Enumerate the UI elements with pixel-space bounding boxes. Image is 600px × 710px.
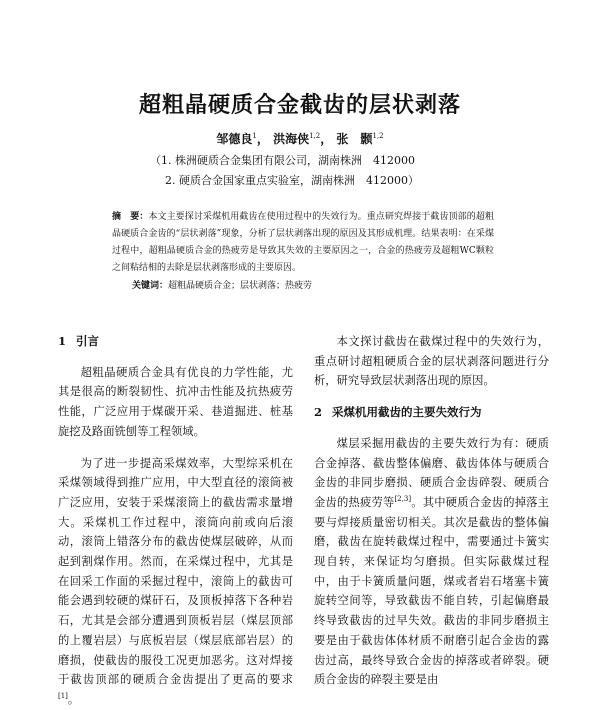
failure-paragraph-1: [314, 434, 549, 690]
intro-paragraph-1: 超粗晶硬质合金具有优良的力学性能，尤其是很高的断裂韧性、抗冲击性能及抗热疲劳性能，广泛应用于煤碳开采、巷道掘进、桩基旋挖及路面铣刨等工程领域。: [58, 365, 293, 438]
affiliation-2: 2. 硬质合金国家重点实验室，湖南株洲 412000）: [165, 174, 419, 187]
section-title: 引言: [76, 334, 100, 348]
abstract: [112, 209, 494, 277]
section-number: 1: [58, 334, 67, 348]
author-line: 邹德良$^1$， 洪海侠$^{1,2}$， 张 颢$^{1,2}$: [216, 132, 384, 146]
affiliation-1: （1. 株洲硬质合金集团有限公司，湖南株洲 412000: [150, 154, 415, 167]
section-number: 2: [314, 405, 323, 420]
author-1: 邹德良: [216, 132, 253, 146]
author-3-affil: 1,2: [372, 132, 384, 140]
failure-paragraph-1-rest: 。其中硬质合金齿的掉落主要与焊接质量密切相关。其次是截齿的整体偏磨，截齿在旋转截煤过程中，需要通过卡簧实现自转，来保证均匀磨损。但实际截煤过程中，由于卡簧质量问题，煤或者岩石堵塞卡簧旋转空间等，导致截齿不能自转，引起偏磨最终导致截齿的过早失效。截齿的非同步磨损主要是由于截齿体体材质不耐磨引起合金齿的露齿过高，最终导致合金齿的掉落或者碎裂。硬质合金齿的碎裂主要是由: [314, 495, 549, 687]
author-2: 洪海侠: [273, 132, 310, 146]
right-column: [314, 332, 549, 690]
section-title: 采煤机用截齿的主要失效行为: [332, 405, 482, 420]
right-paragraph-0: 本文探讨截齿在截煤过程中的失效行为，重点研讨超粗硬质合金的层状剥落问题进行分析，研究导致层状剥落出现的原因。: [314, 335, 549, 388]
keywords: [132, 278, 492, 291]
section-heading-failure-behavior: [314, 403, 549, 423]
citation-ref: [2,3]: [394, 495, 412, 504]
author-2-affil: 1,2: [309, 132, 321, 140]
paper-title: 超粗晶硬质合金截齿的层状剥落: [138, 92, 461, 118]
abstract-label: 摘 要：: [112, 212, 149, 222]
intro-paragraph-2-end: 。: [67, 692, 80, 706]
intro-paragraph-2-text: 为了进一步提高采煤效率，大型综采机在采煤领域得到推广应用，中大型直径的滚筒被广泛应用，安装于采煤滚筒上的截齿需求量增大。采煤机工作过程中，滚筒向前或向后滚动，滚筒上错落分布的截齿使煤层破碎，从而起到割煤作用。然而，在采煤过程中，尤其是在回采工作面的采掘过程中，滚筒上的截齿可能会遇到较硬的煤矸石，及顶板掉落下各种岩石，尤其是会部分遭遇到顶板岩层（煤层顶部的上覆岩层）与底板岩层（煤层底部岩层）的磨损，使截齿的服役工况更加恶劣。这对焊接于截齿顶部的硬质合金齿提出了更高的要求: [58, 456, 293, 687]
failure-paragraph-1-text: 煤层采掘用截齿的主要失效行为有：硬质合金掉落、截齿整体偏磨、截齿体体与硬质合金齿的非同步磨损、硬质合金齿碎裂、硬质合金齿的热疲劳等: [314, 436, 549, 509]
abstract-text: 本文主要探讨采煤机用截齿在使用过程中的失效行为。重点研究焊接于截齿顶部的超粗晶硬质合金齿的“层状剥落”现象，分析了层状剥落出现的原因及其形成机理。结果表明：在采煤过程中，超粗晶硬质合金的热疲劳是导致其失效的主要原因之一，合金的热疲劳及超粗WC颗粒之间粘结相的去除是层状剥落形成的主要原因。: [112, 212, 494, 273]
keywords-text: 超粗晶硬质合金；层状剥落；热疲劳: [168, 281, 313, 291]
left-column: [58, 332, 293, 710]
keywords-label: 关键词：: [132, 281, 169, 291]
citation-ref: [1]: [58, 692, 68, 701]
intro-paragraph-2: [58, 454, 293, 710]
author-3: 张 颢: [336, 132, 373, 146]
section-heading-introduction: [58, 332, 293, 352]
author-1-affil: 1: [252, 132, 257, 140]
